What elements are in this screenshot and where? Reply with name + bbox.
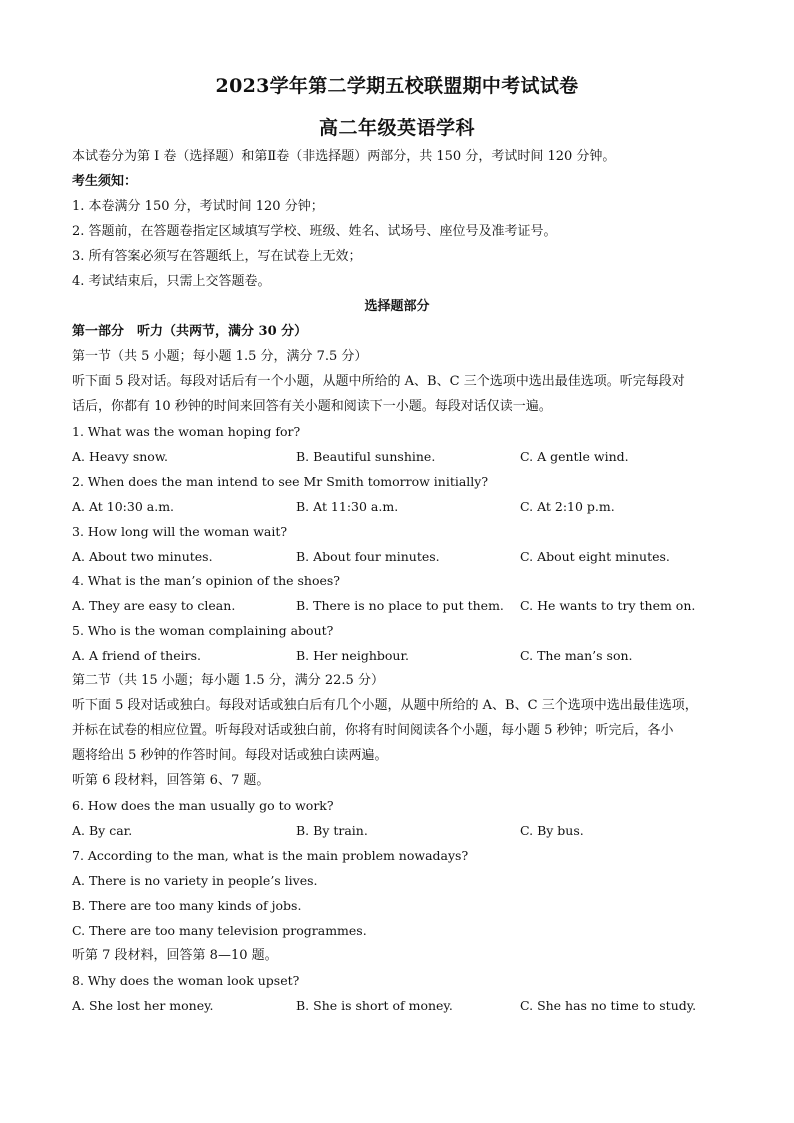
option-a: A. They are easy to clean. bbox=[72, 598, 236, 613]
option-a: A. At 10:30 a.m. bbox=[72, 499, 175, 514]
question-stem: 1. What was the woman hoping for? bbox=[72, 424, 301, 439]
sec2-heading: 第二节（共 15 小题；每小题 1.5 分，满分 22.5 分） bbox=[72, 673, 384, 688]
option-b: B. There are too many kinds of jobs. bbox=[72, 898, 302, 913]
option-a: A. Heavy snow. bbox=[72, 449, 169, 464]
exam-subtitle: 高二年级英语学科 bbox=[318, 117, 475, 139]
option-b: B. There is no place to put them. bbox=[296, 598, 504, 613]
sec2-instructions: 听下面 5 段对话或独白。每段对话或独白后有几个小题，从题中所给的 A、B、C 三个选项中选出最佳选项， bbox=[72, 698, 698, 713]
option-c: C. He wants to try them on. bbox=[520, 598, 696, 613]
material-note: 听第 6 段材料，回答第 6、7 题。 bbox=[72, 773, 270, 788]
exam-title: 2023学年第二学期五校联盟期中考试试卷 bbox=[215, 75, 579, 97]
section-heading: 选择题部分 bbox=[364, 299, 430, 314]
notice-item: 4. 考试结束后，只需上交答题卷。 bbox=[72, 274, 271, 289]
option-b: B. She is short of money. bbox=[296, 998, 453, 1013]
material-note: 听第 7 段材料，回答第 8—10 题。 bbox=[72, 948, 278, 963]
option-a: A. About two minutes. bbox=[72, 549, 213, 564]
option-b: B. By train. bbox=[296, 823, 368, 838]
notice-item: 1. 本卷满分 150 分，考试时间 120 分钟； bbox=[72, 199, 324, 214]
question-stem: 2. When does the man intend to see Mr Smith tomorrow initially? bbox=[72, 474, 489, 489]
option-c: C. By bus. bbox=[520, 823, 584, 838]
sec1-instructions: 话后，你都有 10 秒钟的时间来回答有关小题和阅读下一小题。每段对话仅读一遍。 bbox=[72, 399, 552, 414]
intro-text: 本试卷分为第 I 卷（选择题）和第Ⅱ卷（非选择题）两部分，共 150 分，考试时间 120 分钟。 bbox=[72, 149, 616, 164]
option-b: B. At 11:30 a.m. bbox=[296, 499, 399, 514]
option-c: C. About eight minutes. bbox=[520, 549, 670, 564]
question-stem: 3. How long will the woman wait? bbox=[72, 524, 288, 539]
option-a: A. There is no variety in people’s lives. bbox=[72, 873, 318, 888]
notice-item: 3. 所有答案必须写在答题纸上，写在试卷上无效； bbox=[72, 249, 362, 264]
sec2-instructions: 并标在试卷的相应位置。听每段对话或独白前，你将有时间阅读各个小题，每小题 5 秒钟；听完后，各小 bbox=[72, 723, 674, 738]
option-a: A. A friend of theirs. bbox=[72, 648, 201, 663]
part1-heading: 第一部分 听力（共两节，满分 30 分） bbox=[72, 324, 308, 339]
option-c: C. At 2:10 p.m. bbox=[520, 499, 615, 514]
notice-item: 2. 答题前，在答题卷指定区域填写学校、班级、姓名、试场号、座位号及准考证号。 bbox=[72, 224, 557, 239]
option-b: B. About four minutes. bbox=[296, 549, 440, 564]
option-c: C. There are too many television programmes. bbox=[72, 923, 367, 938]
option-a: A. She lost her money. bbox=[72, 998, 214, 1013]
option-c: C. The man’s son. bbox=[520, 648, 633, 663]
option-c: C. She has no time to study. bbox=[520, 998, 697, 1013]
question-stem: 8. Why does the woman look upset? bbox=[72, 973, 300, 988]
question-stem: 5. Who is the woman complaining about? bbox=[72, 623, 334, 638]
sec2-instructions: 题将给出 5 秒钟的作答时间。每段对话或独白读两遍。 bbox=[72, 748, 388, 763]
option-c: C. A gentle wind. bbox=[520, 449, 629, 464]
sec1-instructions: 听下面 5 段对话。每段对话后有一个小题，从题中所给的 A、B、C 三个选项中选出最佳选项。听完每段对 bbox=[72, 374, 685, 389]
question-stem: 7. According to the man, what is the main problem nowadays? bbox=[72, 848, 469, 863]
question-stem: 6. How does the man usually go to work? bbox=[72, 798, 334, 813]
option-a: A. By car. bbox=[72, 823, 133, 838]
question-stem: 4. What is the man’s opinion of the shoes? bbox=[72, 573, 340, 588]
option-b: B. Beautiful sunshine. bbox=[296, 449, 436, 464]
sec1-heading: 第一节（共 5 小题；每小题 1.5 分，满分 7.5 分） bbox=[72, 349, 368, 364]
notice-heading: 考生须知： bbox=[72, 174, 138, 189]
option-b: B. Her neighbour. bbox=[296, 648, 410, 663]
